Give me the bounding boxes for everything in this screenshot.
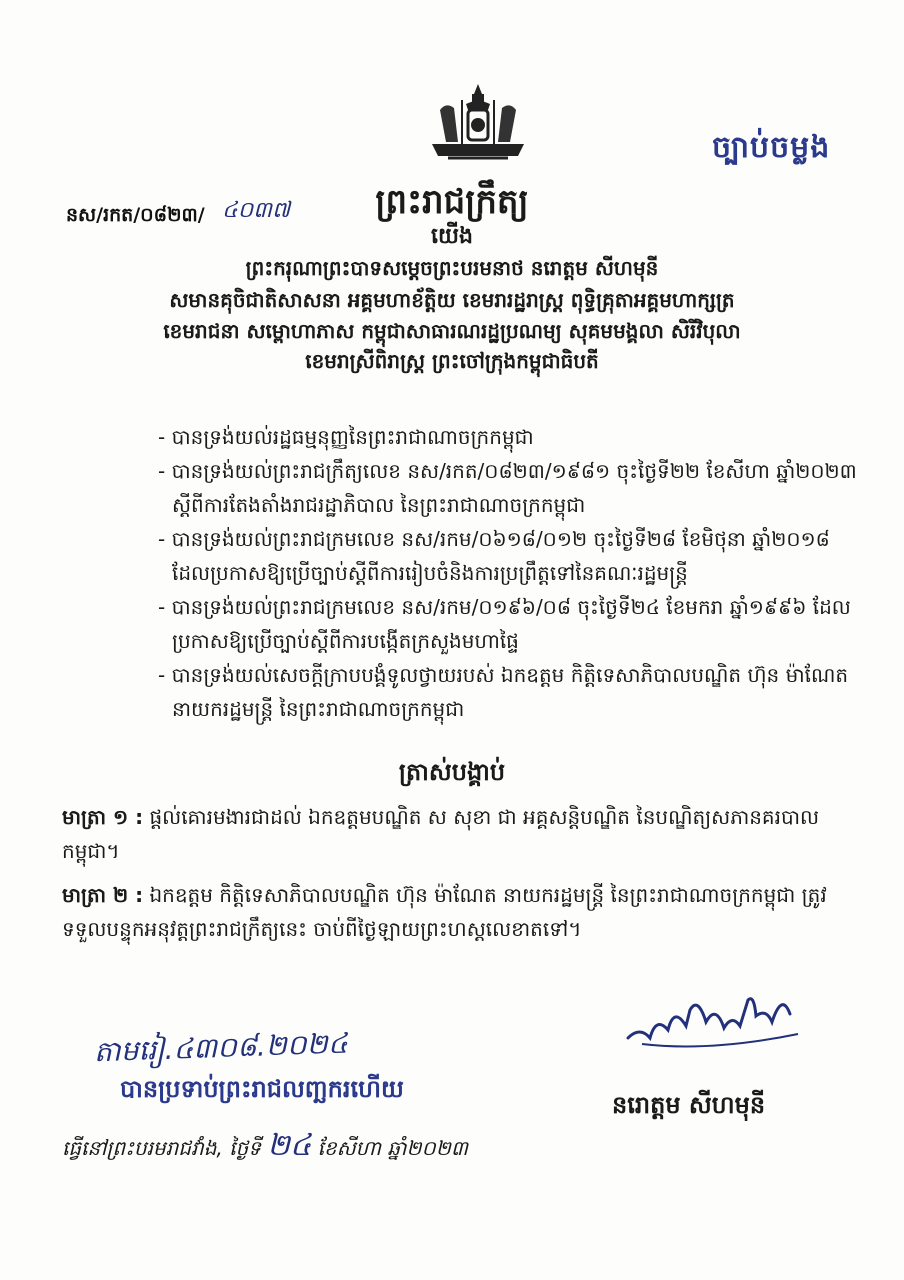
considerations-list [158, 420, 858, 726]
consideration-item: - បានទ្រង់យល់សេចក្តីក្រាបបង្គំទូលថ្វាយរបស់ ឯកឧត្តម កិត្តិទេសាភិបាលបណ្ឌិត ហ៊ុន ម៉ាណែត នាយករដ្ឋមន្ត្រី នៃព្រះរាជាណាចក្រកម្ពុជា [158, 663, 849, 721]
reference-handwritten-number: ៤០៣៧ [222, 198, 290, 223]
consideration-item: - បានទ្រង់យល់ព្រះរាជក្រឹត្យលេខ នស/រកត/០៨២៣/១៩៨១ ចុះថ្ងៃទី២២ ខែសីហា ឆ្នាំ២០២៣ ស្តីពីការតែងតាំងរាជរដ្ឋាភិបាល នៃព្រះរាជាណាចក្រកម្ពុជា [158, 459, 857, 517]
article-label: មាត្រា ២ : [62, 883, 144, 907]
reference-number: នស/រកត/០៨២៣/ [66, 204, 205, 226]
article-label: មាត្រា ១ : [62, 805, 144, 829]
signer-name: នរោត្តម សីហមុនី [612, 1091, 766, 1119]
handwritten-day: ២៤ [267, 1128, 312, 1163]
we-heading: យើង [431, 224, 473, 249]
copy-stamp: ច្បាប់ចម្លង [712, 130, 831, 165]
royal-signature [620, 986, 830, 1056]
article-text: ផ្តល់គោរមងារជាដល់ ឯកឧត្តមបណ្ឌិត ស សុខា ជា អគ្គសន្តិបណ្ឌិត នៃបណ្ឌិត្យសភានគរបាលកម្ពុជា។ [62, 805, 820, 863]
place-suffix: ខែសីហា ឆ្នាំ២០២៣ [317, 1136, 468, 1160]
article-text: ឯកឧត្តម កិត្តិទេសាភិបាលបណ្ឌិត ហ៊ុន ម៉ាណែត នាយករដ្ឋមន្ត្រី នៃព្រះរាជាណាចក្រកម្ពុជា ត្រូវទទួលបន្ទុកអនុវត្តព្រះរាជក្រឹត្យនេះ ចាប់ពីថ្ងៃឡាយព្រះហស្តលេខាតទៅ។ [62, 883, 827, 941]
consideration-item: - បានទ្រង់យល់ព្រះរាជក្រមលេខ នស/រកម/០១៩៦/០៨ ចុះថ្ងៃទី២៤ ខែមករា ឆ្នាំ១៩៩៦ ដែលប្រកាសឱ្យប្រើច្បាប់ស្តីពីការបង្កើតក្រសួងមហាផ្ទៃ [158, 595, 851, 653]
consideration-item: - បានទ្រង់យល់ព្រះរាជក្រមលេខ នស/រកម/០៦១៨/០១២ ចុះថ្ងៃទី២៨ ខែមិថុនា ឆ្នាំ២០១៨ ដែលប្រកាសឱ្យប្រើច្បាប់ស្តីពីការរៀបចំនិងការប្រព្រឹត្តទៅនៃគណៈរដ្ឋមន្ត្រី [158, 527, 830, 585]
article-2 [62, 878, 852, 946]
document-title: ព្រះរាជក្រឹត្យ [375, 182, 529, 222]
royal-title-line: ខេមរាស្រីពិរាស្ត្រ ព្រះចៅក្រុងកម្ពុជាធិបតី [305, 349, 599, 373]
royal-emblem-icon [418, 80, 538, 170]
royal-title-line: ព្រះករុណាព្រះបាទសម្តេចព្រះបរមនាថ នរោត្តម សីហមុនី [245, 256, 659, 280]
place-prefix: ធ្វើនៅព្រះបរមរាជវាំង, ថ្ងៃទី [62, 1136, 261, 1160]
decree-heading: ត្រាស់បង្គាប់ [398, 758, 506, 786]
handwritten-date: តាមរៀ.៤៣០៨.២០២៤ [93, 1026, 349, 1069]
royal-title-line: ខេមរាជនា សម្ពោហាភាស កម្ពុជាសាធារណរដ្ឋប្រណម្យ សុគមមង្គលា សិរីវិបុលា [163, 319, 741, 343]
royal-title-line: សមានគុចិជាតិសាសនា អគ្គមហាខ័ត្តិយ ខេមរារដ្ឋរាស្ត្រ ពុទ្ធិគ្រុតាអគ្គមហាក្សត្រ [169, 288, 735, 312]
consideration-item: - បានទ្រង់យល់រដ្ឋធម្មនុញ្ញនៃព្រះរាជាណាចក្រកម្ពុជា [158, 425, 534, 449]
seal-stamp-text: បានប្រទាប់ព្រះរាជលញ្ឆករហើយ [120, 1075, 404, 1103]
article-1 [62, 800, 852, 868]
place-and-date [62, 1126, 468, 1170]
